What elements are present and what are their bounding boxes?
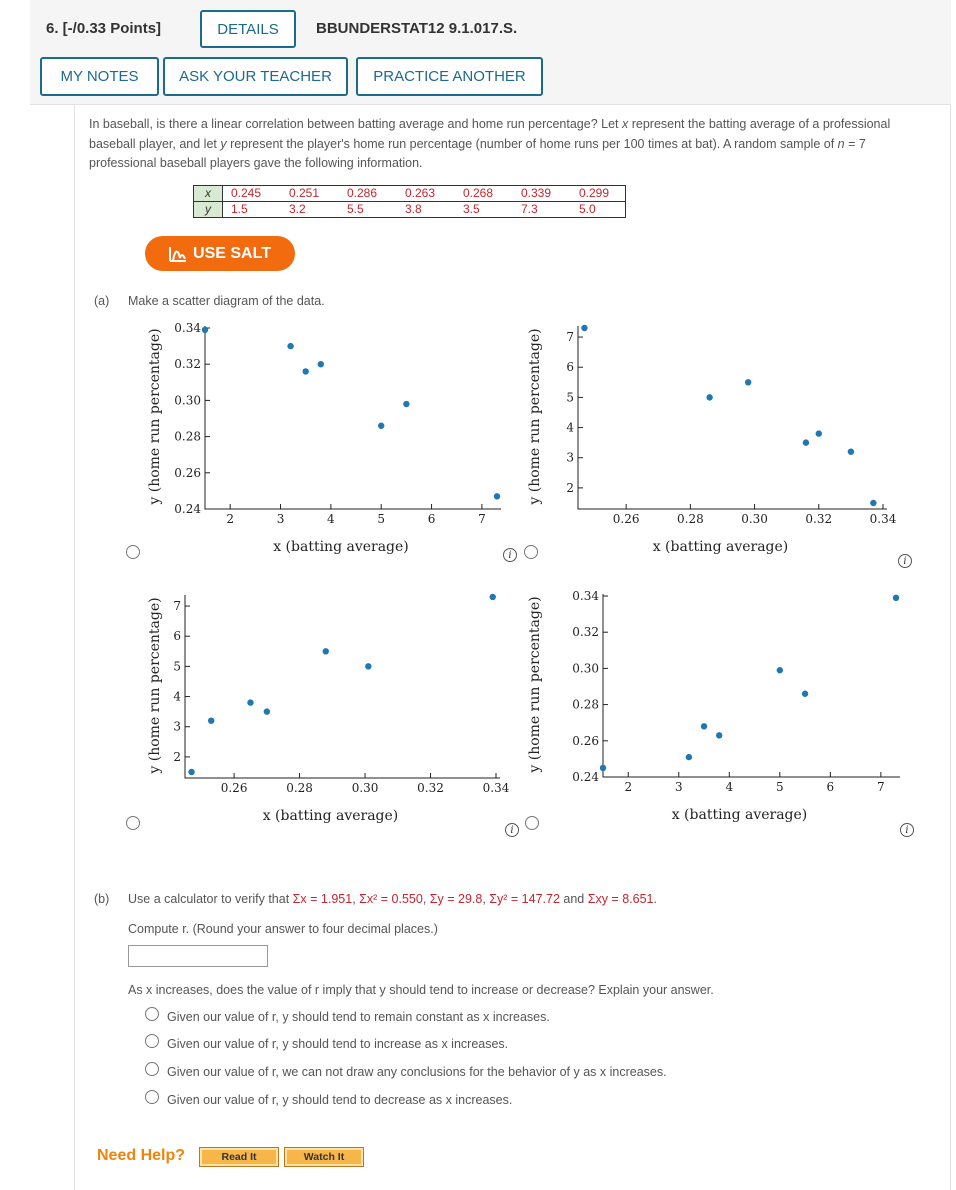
scatter-point bbox=[494, 493, 500, 499]
y-tick-label: 0.24 bbox=[174, 502, 201, 516]
scatter-point bbox=[802, 691, 808, 697]
plot-axes bbox=[205, 326, 501, 509]
need-help-label: Need Help? bbox=[97, 1147, 186, 1164]
plot-d-info-icon[interactable]: i bbox=[900, 823, 914, 837]
y-tick-label: 6 bbox=[173, 629, 181, 644]
y-tick-label: 0.32 bbox=[174, 357, 201, 372]
y-value: 3.5 bbox=[463, 202, 480, 216]
y-tick-label: 0.32 bbox=[572, 625, 599, 640]
salt-chart-icon bbox=[169, 246, 187, 262]
y-tick-label: 0.26 bbox=[572, 733, 599, 748]
x-tick-label: 6 bbox=[826, 780, 835, 794]
scatter-point bbox=[365, 663, 371, 669]
y-tick-label: 4 bbox=[566, 420, 574, 435]
x-tick-label: 0.34 bbox=[482, 781, 510, 795]
y-tick-label: 0.34 bbox=[174, 321, 201, 335]
option-text-constant: Given our value of r, y should tend to remain constant as x increases. bbox=[167, 1010, 550, 1024]
part-a-prompt: Make a scatter diagram of the data. bbox=[128, 294, 325, 308]
y-value: 3.8 bbox=[405, 202, 422, 216]
plot-axes bbox=[603, 594, 900, 777]
scatter-point bbox=[490, 594, 496, 600]
my-notes-button[interactable]: MY NOTES bbox=[40, 57, 159, 96]
y-tick-label: 0.34 bbox=[572, 589, 599, 603]
y-value: 1.5 bbox=[231, 202, 248, 216]
scatter-point bbox=[323, 648, 329, 654]
scatter-point bbox=[208, 717, 214, 723]
scatter-point bbox=[378, 423, 384, 429]
data-table bbox=[193, 185, 626, 218]
scatter-point bbox=[816, 430, 822, 436]
use-salt-button[interactable] bbox=[145, 236, 295, 271]
trend-question: As x increases, does the value of r imply that y should tend to increase or decrease? Explain your answer. bbox=[128, 983, 714, 997]
scatter-point bbox=[745, 379, 751, 385]
plot-a-info-icon[interactable]: i bbox=[503, 548, 517, 562]
scatter-point bbox=[706, 394, 712, 400]
x-tick-label: 0.32 bbox=[805, 512, 833, 526]
scatter-point bbox=[202, 327, 208, 333]
scatter-plot-d bbox=[520, 585, 910, 835]
option-radio-no-conclusion[interactable] bbox=[145, 1062, 159, 1076]
table-x-label: x bbox=[194, 186, 223, 202]
y-tick-label: 4 bbox=[173, 689, 181, 704]
x-tick-label: 0.34 bbox=[869, 512, 897, 526]
scatter-point bbox=[870, 500, 876, 506]
part-b-verify: Use a calculator to verify that Σx = 1.951, Σx² = 0.550, Σy = 29.8, Σy² = 147.72 and Σxy = 8.651. bbox=[128, 892, 657, 906]
y-tick-label: 0.28 bbox=[174, 429, 201, 444]
x-tick-label: 5 bbox=[775, 780, 784, 794]
x-tick-label: 7 bbox=[478, 512, 486, 526]
scatter-point bbox=[403, 401, 409, 407]
x-value: 0.245 bbox=[231, 186, 262, 200]
compute-r-prompt: Compute r. (Round your answer to four decimal places.) bbox=[128, 922, 438, 936]
y-tick-label: 2 bbox=[173, 749, 181, 764]
question-header bbox=[30, 0, 951, 105]
scatter-point bbox=[581, 325, 587, 331]
y-tick-label: 3 bbox=[173, 719, 181, 734]
y-value: 5.0 bbox=[579, 202, 596, 216]
y-tick-label: 5 bbox=[566, 390, 574, 405]
plot-c-info-icon[interactable]: i bbox=[505, 823, 519, 837]
x-tick-label: 4 bbox=[327, 512, 335, 526]
y-tick-label: 3 bbox=[566, 450, 574, 465]
plot-c-radio[interactable] bbox=[126, 816, 140, 830]
scatter-point bbox=[701, 723, 707, 729]
scatter-point bbox=[600, 765, 606, 771]
y-tick-label: 2 bbox=[566, 480, 574, 495]
scatter-point bbox=[686, 754, 692, 760]
use-salt-label: USE SALT bbox=[193, 244, 271, 262]
option-radio-increase[interactable] bbox=[145, 1034, 159, 1048]
x-axis-label: x (batting average) bbox=[652, 539, 789, 555]
x-axis-label: x (batting average) bbox=[262, 808, 399, 824]
question-intro: In baseball, is there a linear correlation between batting average and home run percentage? Let x represent the batting average of a professional baseball player, and let y represent the player's home run percentage (number of home runs per 100 times at bat). A random sample of n = 7 professional baseball players gave the following information. bbox=[89, 117, 891, 170]
x-tick-label: 2 bbox=[624, 780, 633, 794]
r-answer-input[interactable] bbox=[128, 945, 268, 967]
plot-b-radio[interactable] bbox=[524, 545, 538, 559]
x-tick-label: 0.28 bbox=[677, 512, 704, 526]
scatter-point bbox=[716, 732, 722, 738]
part-b-label: (b) bbox=[94, 892, 110, 906]
sum-xy: Σxy = 8.651 bbox=[587, 892, 654, 906]
part-a-label: (a) bbox=[94, 294, 110, 308]
question-id: BBUNDERSTAT12 9.1.017.S. bbox=[316, 20, 518, 37]
y-axis-label: y (home run percentage) bbox=[527, 328, 543, 505]
x-tick-label: 4 bbox=[725, 780, 734, 794]
scatter-point bbox=[848, 448, 854, 454]
x-tick-label: 3 bbox=[674, 780, 683, 794]
watch-it-button[interactable]: Watch It bbox=[284, 1147, 364, 1167]
sum-x: Σx = 1.951 bbox=[292, 892, 353, 906]
x-tick-label: 5 bbox=[377, 512, 386, 526]
y-tick-label: 0.30 bbox=[174, 393, 201, 408]
y-value: 3.2 bbox=[289, 202, 306, 216]
sum-y2: Σy² = 147.72 bbox=[489, 892, 560, 906]
plot-d-radio[interactable] bbox=[525, 816, 539, 830]
x-tick-label: 0.32 bbox=[417, 781, 444, 795]
y-tick-label: 0.24 bbox=[572, 770, 599, 784]
table-x-row bbox=[223, 186, 626, 202]
x-value: 0.299 bbox=[579, 186, 610, 200]
and-text: and bbox=[563, 892, 585, 906]
scatter-plot-c bbox=[140, 585, 510, 835]
scatter-point bbox=[264, 708, 270, 714]
x-tick-label: 0.30 bbox=[741, 512, 768, 526]
x-value: 0.263 bbox=[405, 186, 436, 200]
scatter-plot-b bbox=[520, 315, 910, 565]
x-value: 0.339 bbox=[521, 186, 552, 200]
y-tick-label: 0.30 bbox=[572, 661, 599, 676]
x-tick-label: 2 bbox=[226, 512, 234, 526]
y-value: 7.3 bbox=[521, 202, 538, 216]
x-value: 0.286 bbox=[347, 186, 378, 200]
y-tick-label: 0.26 bbox=[174, 465, 201, 480]
sum-x2: Σx² = 0.550 bbox=[359, 892, 423, 906]
x-tick-label: 0.26 bbox=[612, 512, 640, 526]
ask-teacher-button[interactable]: ASK YOUR TEACHER bbox=[163, 57, 348, 96]
table-y-label: y bbox=[194, 202, 223, 218]
x-tick-label: 0.28 bbox=[286, 781, 313, 795]
x-tick-label: 0.26 bbox=[220, 781, 248, 795]
sum-y: Σy = 29.8 bbox=[429, 892, 483, 906]
scatter-point bbox=[893, 595, 899, 601]
scatter-point bbox=[287, 343, 293, 349]
table-y-row bbox=[223, 202, 626, 218]
option-radio-decrease[interactable] bbox=[145, 1090, 159, 1104]
details-button[interactable]: DETAILS bbox=[200, 10, 296, 48]
scatter-point bbox=[302, 368, 308, 374]
practice-another-button[interactable]: PRACTICE ANOTHER bbox=[356, 57, 543, 96]
y-tick-label: 7 bbox=[566, 330, 574, 345]
x-tick-label: 6 bbox=[427, 512, 436, 526]
x-tick-label: 3 bbox=[276, 512, 285, 526]
x-axis-label: x (batting average) bbox=[273, 539, 409, 555]
plot-b-info-icon[interactable]: i bbox=[898, 554, 912, 568]
x-tick-label: 7 bbox=[877, 780, 885, 794]
verify-text: Use a calculator to verify that bbox=[128, 892, 290, 906]
scatter-point bbox=[247, 699, 253, 705]
scatter-point bbox=[318, 361, 324, 367]
option-text-no-conclusion: Given our value of r, we can not draw any conclusions for the behavior of y as x increases. bbox=[167, 1065, 667, 1079]
option-radio-constant[interactable] bbox=[145, 1007, 159, 1021]
y-axis-label: y (home run percentage) bbox=[527, 596, 543, 773]
scatter-point bbox=[188, 769, 194, 775]
question-number: 6. [-/0.33 Points] bbox=[46, 20, 162, 37]
plot-axes bbox=[185, 595, 500, 778]
x-value: 0.268 bbox=[463, 186, 494, 200]
x-value: 0.251 bbox=[289, 186, 320, 200]
y-tick-label: 0.28 bbox=[572, 697, 599, 712]
scatter-point bbox=[777, 667, 783, 673]
option-text-increase: Given our value of r, y should tend to increase as x increases. bbox=[167, 1037, 509, 1051]
y-tick-label: 6 bbox=[566, 360, 574, 375]
option-text-decrease: Given our value of r, y should tend to decrease as x increases. bbox=[167, 1093, 513, 1107]
x-axis-label: x (batting average) bbox=[671, 807, 808, 823]
y-tick-label: 5 bbox=[173, 659, 181, 674]
y-axis-label: y (home run percentage) bbox=[147, 597, 163, 774]
y-axis-label: y (home run percentage) bbox=[147, 328, 163, 505]
plot-a-radio[interactable] bbox=[126, 545, 140, 559]
y-value: 5.5 bbox=[347, 202, 364, 216]
scatter-point bbox=[803, 439, 809, 445]
y-tick-label: 7 bbox=[173, 599, 181, 614]
x-tick-label: 0.30 bbox=[351, 781, 379, 795]
read-it-button[interactable]: Read It bbox=[199, 1147, 279, 1167]
scatter-plot-a bbox=[140, 315, 510, 565]
plot-axes bbox=[578, 326, 887, 509]
